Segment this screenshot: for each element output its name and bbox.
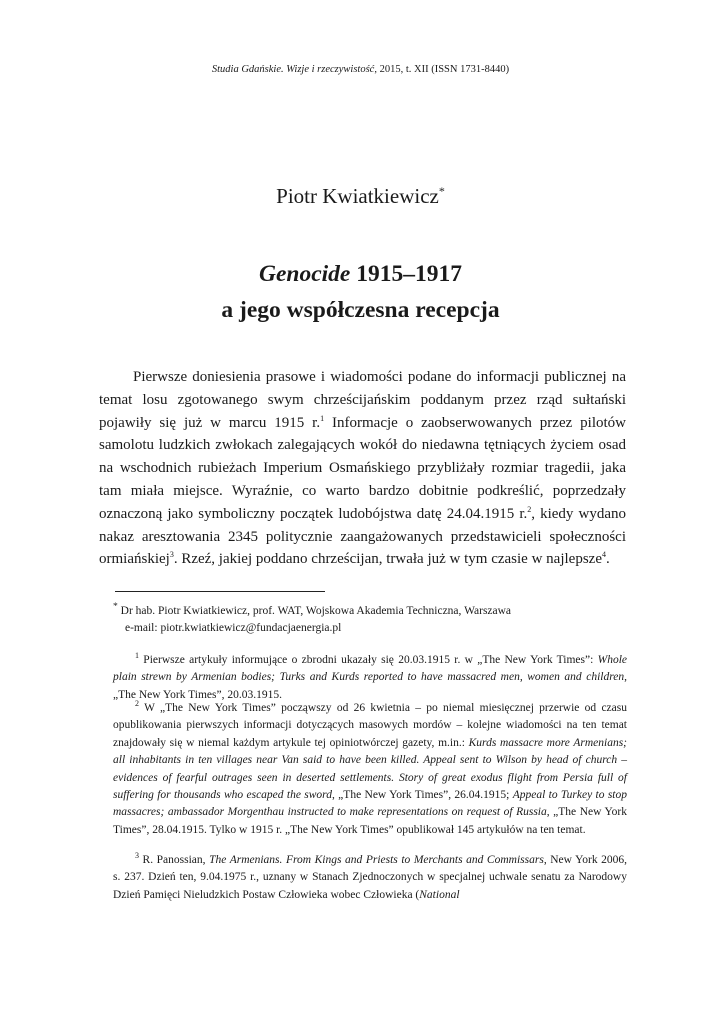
- title-line-1: [0, 256, 721, 292]
- author-footnote: * Dr hab. Piotr Kwiatkiewicz, prof. WAT, Wojskowa Akademia Techniczna, Warszawa e-mail: piotr.kwiatkiewicz@fundacjaenergia.pl: [113, 601, 512, 635]
- footnote-separator: [115, 591, 325, 592]
- footnote-2: $^2$ W „The New York Times” począwszy od 26 kwietnia – po niemal miesięcznej przerwie od czasu opublikowania pierwszych informacji dotyczących masowych mordów – kolejne wiadomości na ten temat znajdowały się w niemal każdym artykule tej opiniotwórczej gazety, m.in.: Kurds massacre more Armenians; all inhabitants in ten villages near Van said to have been killed. Appeal sent to Wilson by head of church – evidences of fearful outrages seen in deserted settlements. Story of great exodus flight from Persia full of suffering for thousands who escaped the sword, „The New York Times”, 26.04.1915; Appeal to Turkey to stop massacres; ambassador Morgenthau instructed to make representations on request of Russia, „The New York Times”, 28.04.1915. Tylko w 1915 r. „The New York Times” opublikował 145 artykułów na ten temat.: [113, 699, 628, 836]
- article-title: [0, 256, 721, 328]
- journal-title: Studia Gdańskie. Wizje i rzeczywistość: [211, 64, 375, 75]
- title-italic: Genocide: [259, 261, 351, 287]
- footnote-ref: 4: [601, 550, 606, 560]
- author-footnote-mark: *: [438, 184, 445, 198]
- body-paragraph: Pierwsze doniesienia prasowe i wiadomości podane do informacji publicznej na temat losu zgotowanego swym chrześcijańskim poddanym przez rząd sułtański pojawiły się już w marcu 1915 r.$^1$ Informacje o zaobserwowanych przez pilotów samolotu ludzkich zwłokach zalegających wokół do niedawna tętniących życiem osad na wschodnich rubieżach Imperium Osmańskiego przybliżały rozmiar tragedii, jaka tam miała miejsce. Wyraźnie, co warto bardzo dobitnie podkreślić, poprzedzały oznaczoną jako symboliczny początek ludobójstwa datę 24.04.1915 r.$^2$, kiedy wydano nakaz aresztowania 2345 politycznie zaangażowanych przedstawicieli społeczności ormiańskiej$^3$. Rzeź, jakiej poddano chrześcijan, trwała już w tym czasie w najlepsze$^4$.: [99, 369, 626, 568]
- footnote-3: $^3$ R. Panossian, The Armenians. From Kings and Priests to Merchants and Commissars, New York 2006, s. 237. Dzień ten, 9.04.1975 r., uznany w Stanach Zjednoczonych w specjalnej uchwale senatu za Narodowy Dzień Pamięci Nieludzkich Postaw Człowieka wobec Człowieka (National: [113, 851, 627, 901]
- author-name: Piotr Kwiatkiewicz: [276, 184, 439, 208]
- running-header: [0, 64, 721, 75]
- footnote-mark: *: [113, 601, 118, 612]
- footnote-1: $^1$ Pierwsze artykuły informujące o zbrodni ukazały się 20.03.1915 r. w „The New York Times”: Whole plain strewn by Armenian bodies; Turks and Kurds reported to have massacred men, women and children, „The New York Times”, 20.03.1915.: [113, 651, 627, 701]
- title-line-2: a jego współczesna recepcja: [221, 297, 500, 323]
- footnote-ref: 1: [320, 413, 325, 423]
- footnote-ref: 2: [527, 504, 532, 514]
- title-years: 1915–1917: [350, 261, 462, 287]
- journal-issue: , 2015, t. XII (ISSN 1731-8440): [374, 64, 510, 75]
- footnote-ref: 3: [169, 550, 174, 560]
- author-line: [0, 184, 721, 209]
